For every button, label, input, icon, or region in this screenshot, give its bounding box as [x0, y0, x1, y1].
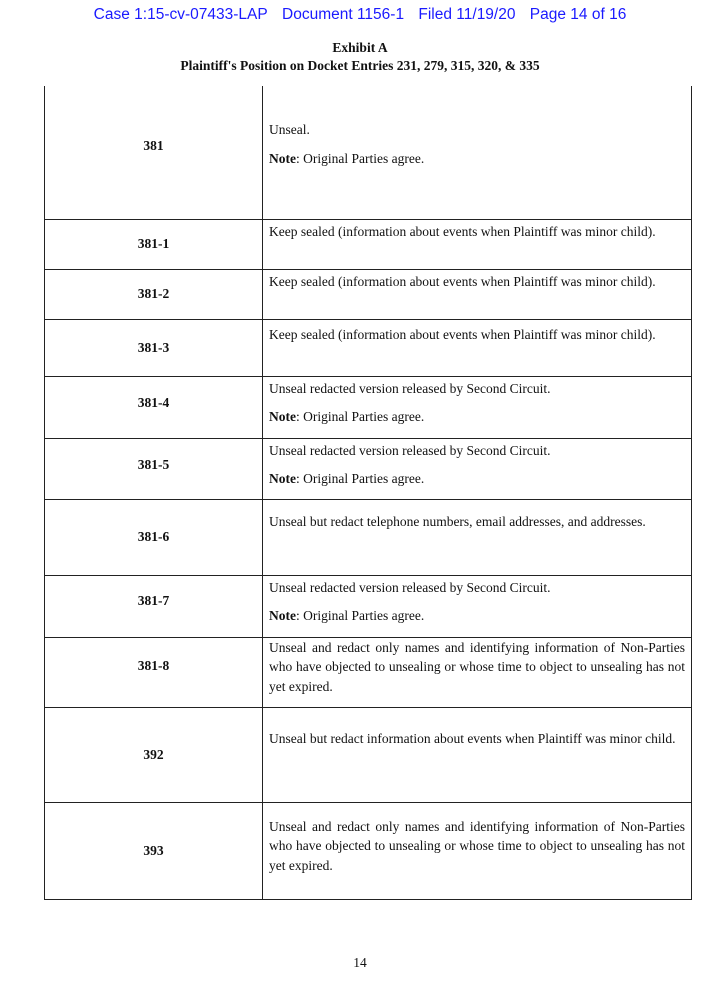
position-cell	[263, 802, 692, 899]
page-indicator: Page 14 of 16	[529, 6, 627, 23]
page-number: 14	[353, 955, 367, 970]
position-text: Unseal.	[269, 122, 310, 137]
position-text: Unseal and redact only names and identifying information of Non-Parties who have objected to unsealing or whose time to object to unsealing has not yet expired.	[269, 639, 685, 694]
entry-number: 392	[45, 707, 263, 802]
table-row	[45, 438, 692, 499]
document-number: Document 1156-1	[282, 6, 405, 23]
entry-number: 381-7	[45, 575, 263, 637]
position-text: Unseal redacted version released by Second Circuit.	[269, 579, 551, 595]
position-cell	[263, 637, 692, 707]
table-row	[45, 376, 692, 438]
note-text: Note: Original Parties agree.	[269, 471, 425, 486]
filed-date: Filed 11/19/20	[418, 6, 516, 23]
position-cell	[263, 438, 692, 499]
position-text: Keep sealed (information about events when Plaintiff was minor child).	[269, 326, 656, 342]
position-cell	[263, 319, 692, 376]
position-text: Unseal redacted version released by Second Circuit.	[269, 442, 551, 458]
table-row	[45, 269, 692, 319]
position-cell	[263, 707, 692, 802]
case-number: Case 1:15-cv-07433-LAP	[93, 6, 268, 23]
entry-number: 381-3	[45, 319, 263, 376]
position-text: Unseal and redact only names and identifying information of Non-Parties who have objected to unsealing or whose time to object to unsealing has not yet expired.	[269, 818, 685, 873]
case-header	[0, 6, 720, 24]
position-cell	[263, 86, 692, 219]
entry-number: 381	[45, 86, 263, 219]
exhibit-subtitle: Plaintiff's Position on Docket Entries 231, 279, 315, 320, & 335	[180, 58, 540, 73]
position-cell	[263, 219, 692, 269]
table-row	[45, 86, 692, 219]
note-text: Note: Original Parties agree.	[269, 409, 425, 424]
table-row	[45, 499, 692, 575]
entry-number: 381-8	[45, 637, 263, 707]
position-text: Unseal redacted version released by Second Circuit.	[269, 380, 551, 396]
entry-number: 381-2	[45, 269, 263, 319]
table-row	[45, 575, 692, 637]
table-row	[45, 219, 692, 269]
table-row	[45, 707, 692, 802]
position-cell	[263, 376, 692, 438]
note-label: Note	[269, 471, 296, 486]
position-text: Unseal but redact information about events when Plaintiff was minor child.	[269, 730, 676, 746]
position-text: Keep sealed (information about events when Plaintiff was minor child).	[269, 223, 656, 239]
position-cell	[263, 269, 692, 319]
docket-position-table	[44, 86, 692, 900]
position-text: Keep sealed (information about events when Plaintiff was minor child).	[269, 273, 656, 289]
note-text: Note: Original Parties agree.	[269, 150, 425, 166]
position-cell	[263, 499, 692, 575]
entry-number: 381-6	[45, 499, 263, 575]
position-text: Unseal but redact telephone numbers, email addresses, and addresses.	[269, 513, 646, 529]
position-cell	[263, 575, 692, 637]
entry-number: 393	[45, 802, 263, 899]
note-label: Note	[269, 150, 296, 166]
note-text: Note: Original Parties agree.	[269, 608, 425, 623]
entry-number: 381-1	[45, 219, 263, 269]
table-row	[45, 319, 692, 376]
table-row	[45, 802, 692, 899]
entry-number: 381-5	[45, 438, 263, 499]
entry-number: 381-4	[45, 376, 263, 438]
note-label: Note	[269, 608, 296, 623]
table-row	[45, 637, 692, 707]
exhibit-title: Exhibit A	[332, 40, 388, 55]
note-label: Note	[269, 409, 296, 424]
